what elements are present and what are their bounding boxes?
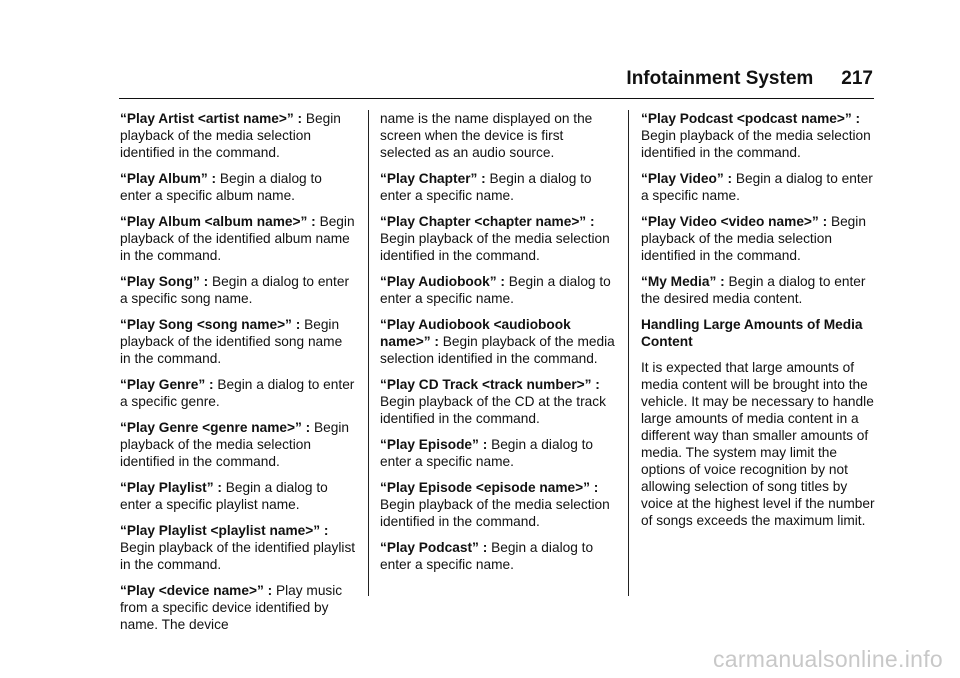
command-entry	[380, 479, 616, 530]
command-term: “Play Playlist <playlist name>” :	[120, 523, 329, 538]
command-description: Begin a dialog to enter the desired media content.	[641, 274, 866, 306]
command-term: “Play Podcast <podcast name>” :	[641, 111, 861, 126]
command-description: Begin playback of the media selection identified in the command.	[120, 111, 341, 160]
command-term: “Play Artist <artist name>” :	[120, 111, 303, 126]
command-entry	[120, 273, 356, 307]
command-entry	[380, 170, 616, 204]
command-term: “Play Song” :	[120, 274, 209, 289]
command-term: “Play Genre” :	[120, 377, 214, 392]
command-term: “Play Podcast” :	[380, 540, 488, 555]
command-description: Begin a dialog to enter a specific song name.	[120, 274, 350, 306]
command-description: Begin a dialog to enter a specific album name.	[120, 171, 322, 203]
command-entry	[380, 316, 616, 367]
section-heading: Handling Large Amounts of Media Content	[641, 317, 863, 349]
command-entry	[380, 110, 616, 161]
column-1	[120, 110, 356, 642]
command-description: Begin a dialog to enter a specific name.	[380, 274, 611, 306]
command-term: “Play Song <song name>” :	[120, 317, 301, 332]
command-entry	[120, 376, 356, 410]
command-description: Begin playback of the media selection identified in the command.	[120, 420, 350, 469]
command-term: “Play Video” :	[641, 171, 733, 186]
command-entry	[380, 436, 616, 470]
command-description: Begin playback of the CD at the track identified in the command.	[380, 394, 606, 426]
column-3-entries	[641, 110, 877, 307]
command-description: Begin playback of the identified playlist in the command.	[120, 540, 356, 572]
command-description: name is the name displayed on the screen when the device is first selected as an audio source.	[380, 111, 593, 160]
command-entry	[641, 110, 877, 161]
column-divider-2	[628, 110, 629, 596]
command-description: Begin a dialog to enter a specific name.	[380, 540, 594, 572]
command-entry	[380, 539, 616, 573]
command-description: Begin a dialog to enter a specific name.	[641, 171, 873, 203]
command-term: “Play Audiobook” :	[380, 274, 505, 289]
command-entry	[380, 273, 616, 307]
watermark: carmanualsonline.info	[712, 646, 943, 672]
command-description: Begin a dialog to enter a specific name.	[380, 171, 592, 203]
command-entry	[120, 213, 356, 264]
command-description: Play music from a specific device identified by name. The device	[120, 583, 343, 632]
command-term: “Play <device name>” :	[120, 583, 273, 598]
command-entry	[120, 582, 356, 633]
page-number: 217	[841, 68, 873, 89]
command-description: Begin a dialog to enter a specific genre.	[120, 377, 355, 409]
command-description: Begin playback of the identified song name in the command.	[120, 317, 343, 366]
column-3	[641, 110, 877, 538]
command-entry	[120, 170, 356, 204]
command-entry	[120, 110, 356, 161]
command-description: Begin a dialog to enter a specific playlist name.	[120, 480, 328, 512]
command-term: “Play Chapter” :	[380, 171, 486, 186]
command-term: “Play Genre <genre name>” :	[120, 420, 311, 435]
command-description: Begin playback of the media selection identified in the command.	[380, 231, 610, 263]
command-description: Begin playback of the media selection identified in the command.	[380, 334, 615, 366]
section-body: It is expected that large amounts of media content will be brought into the vehicle. It may be necessary to handle large amounts of media content in a different way than smaller amounts of media. The system may limit the options of voice recognition by not allowing selection of song titles by voice at the highest level if the number of songs exceeds the maximum limit.	[641, 360, 875, 528]
command-description: Begin a dialog to enter a specific name.	[380, 437, 594, 469]
header-divider	[119, 98, 874, 99]
command-description: Begin playback of the media selection identified in the command.	[641, 128, 871, 160]
command-term: “Play Episode <episode name>” :	[380, 480, 599, 495]
command-description: Begin playback of the identified album name in the command.	[120, 214, 355, 263]
command-term: “Play Album” :	[120, 171, 217, 186]
command-entry	[380, 213, 616, 264]
page-header	[0, 68, 873, 90]
command-term: “Play Video <video name>” :	[641, 214, 828, 229]
command-term: “Play Chapter <chapter name>” :	[380, 214, 595, 229]
column-2	[380, 110, 616, 582]
command-entry	[641, 213, 877, 264]
command-term: “My Media” :	[641, 274, 725, 289]
command-entry	[120, 419, 356, 470]
command-term: “Play Audiobook <audiobook name>” :	[380, 317, 571, 349]
command-entry	[120, 479, 356, 513]
command-entry	[120, 522, 356, 573]
command-entry	[380, 376, 616, 427]
command-term: “Play Episode” :	[380, 437, 488, 452]
command-entry	[120, 316, 356, 367]
command-term: “Play Playlist” :	[120, 480, 222, 495]
command-term: “Play CD Track <track number>” :	[380, 377, 600, 392]
page-title: Infotainment System	[626, 68, 814, 89]
command-term: “Play Album <album name>” :	[120, 214, 316, 229]
column-divider-1	[368, 110, 369, 596]
command-entry	[641, 273, 877, 307]
command-description: Begin playback of the media selection identified in the command.	[641, 214, 866, 263]
command-entry	[641, 170, 877, 204]
command-description: Begin playback of the media selection identified in the command.	[380, 497, 610, 529]
